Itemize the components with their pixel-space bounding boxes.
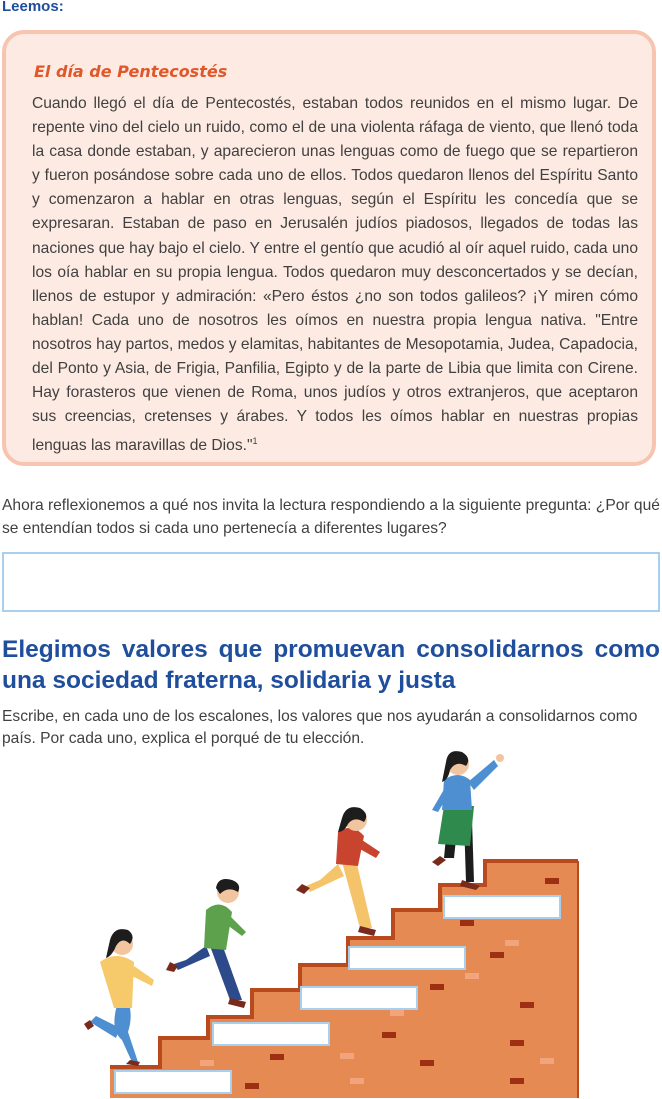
stairs-illustration <box>70 740 590 1098</box>
climber-2-illustration <box>166 879 246 1008</box>
step-4-input[interactable] <box>348 946 466 970</box>
footnote-mark: 1 <box>252 436 258 447</box>
climber-3-illustration <box>296 807 380 936</box>
reading-title: El día de Pentecostés <box>34 62 228 81</box>
step-3-input[interactable] <box>300 986 418 1010</box>
answer-field[interactable] <box>2 552 660 612</box>
section-instructions: Escribe, en cada uno de los escalones, los valores que nos ayudarán a consolidarnos como país. Por cada uno, explica el porqué de tu elección. <box>2 708 638 747</box>
step-1-input[interactable] <box>114 1070 232 1094</box>
page-heading: Leemos: <box>2 0 64 15</box>
reading-body <box>32 92 638 459</box>
step-5-input[interactable] <box>443 895 561 919</box>
section-title: Elegimos valores que promuevan consolidarnos como una sociedad fraterna, solidaria y justa <box>2 636 660 694</box>
reading-box <box>2 30 656 466</box>
reading-body-text: Cuando llegó el día de Pentecostés, estaban todos reunidos en el mismo lugar. De repente vino del cielo un ruido, como el de una violenta ráfaga de viento, que llenó toda la casa donde estaban, y aparecieron unas lenguas como de fuego que se repartieron y fueron posándose sobre cada uno de ellos. Todos quedaron llenos del Espíritu Santo y comenzaron a hablar en otras lenguas, según el Espíritu les concedía que se expresaran. Estaban de paso en Jerusalén judíos piadosos, llegados de todas las naciones que hay bajo el cielo. Y entre el gentío que acudió al oír aquel ruido, cada uno los oía hablar en su propia lengua. Todos quedaron muy desconcertados y se decían, llenos de estupor y admiración: «Pero éstos ¿no son todos galileos? ¡Y miren cómo hablan! Cada uno de nosotros les oímos en nuestra propia lengua nativa. "Entre nosotros hay partos, medos y elamitas, habitantes de Mesopotamia, Judea, Capadocia, del Ponto y Asia, de Frigia, Panfilia, Egipto y de la parte de Libia que limita con Cirene. Hay forasteros que vienen de Roma, unos judíos y otros extranjeros, que aceptaron sus creencias, cretenses y árabes. Y todos les oímos hablar en nuestras propias lenguas las maravillas de Dios." <box>32 95 638 455</box>
reflection-question: Ahora reflexionemos a qué nos invita la lectura respondiendo a la siguiente pregunta: ¿Por qué se entendían todos si cada uno pertenecía a diferentes lugares? <box>2 497 660 537</box>
climber-1-illustration <box>84 929 154 1066</box>
step-2-input[interactable] <box>212 1022 330 1046</box>
